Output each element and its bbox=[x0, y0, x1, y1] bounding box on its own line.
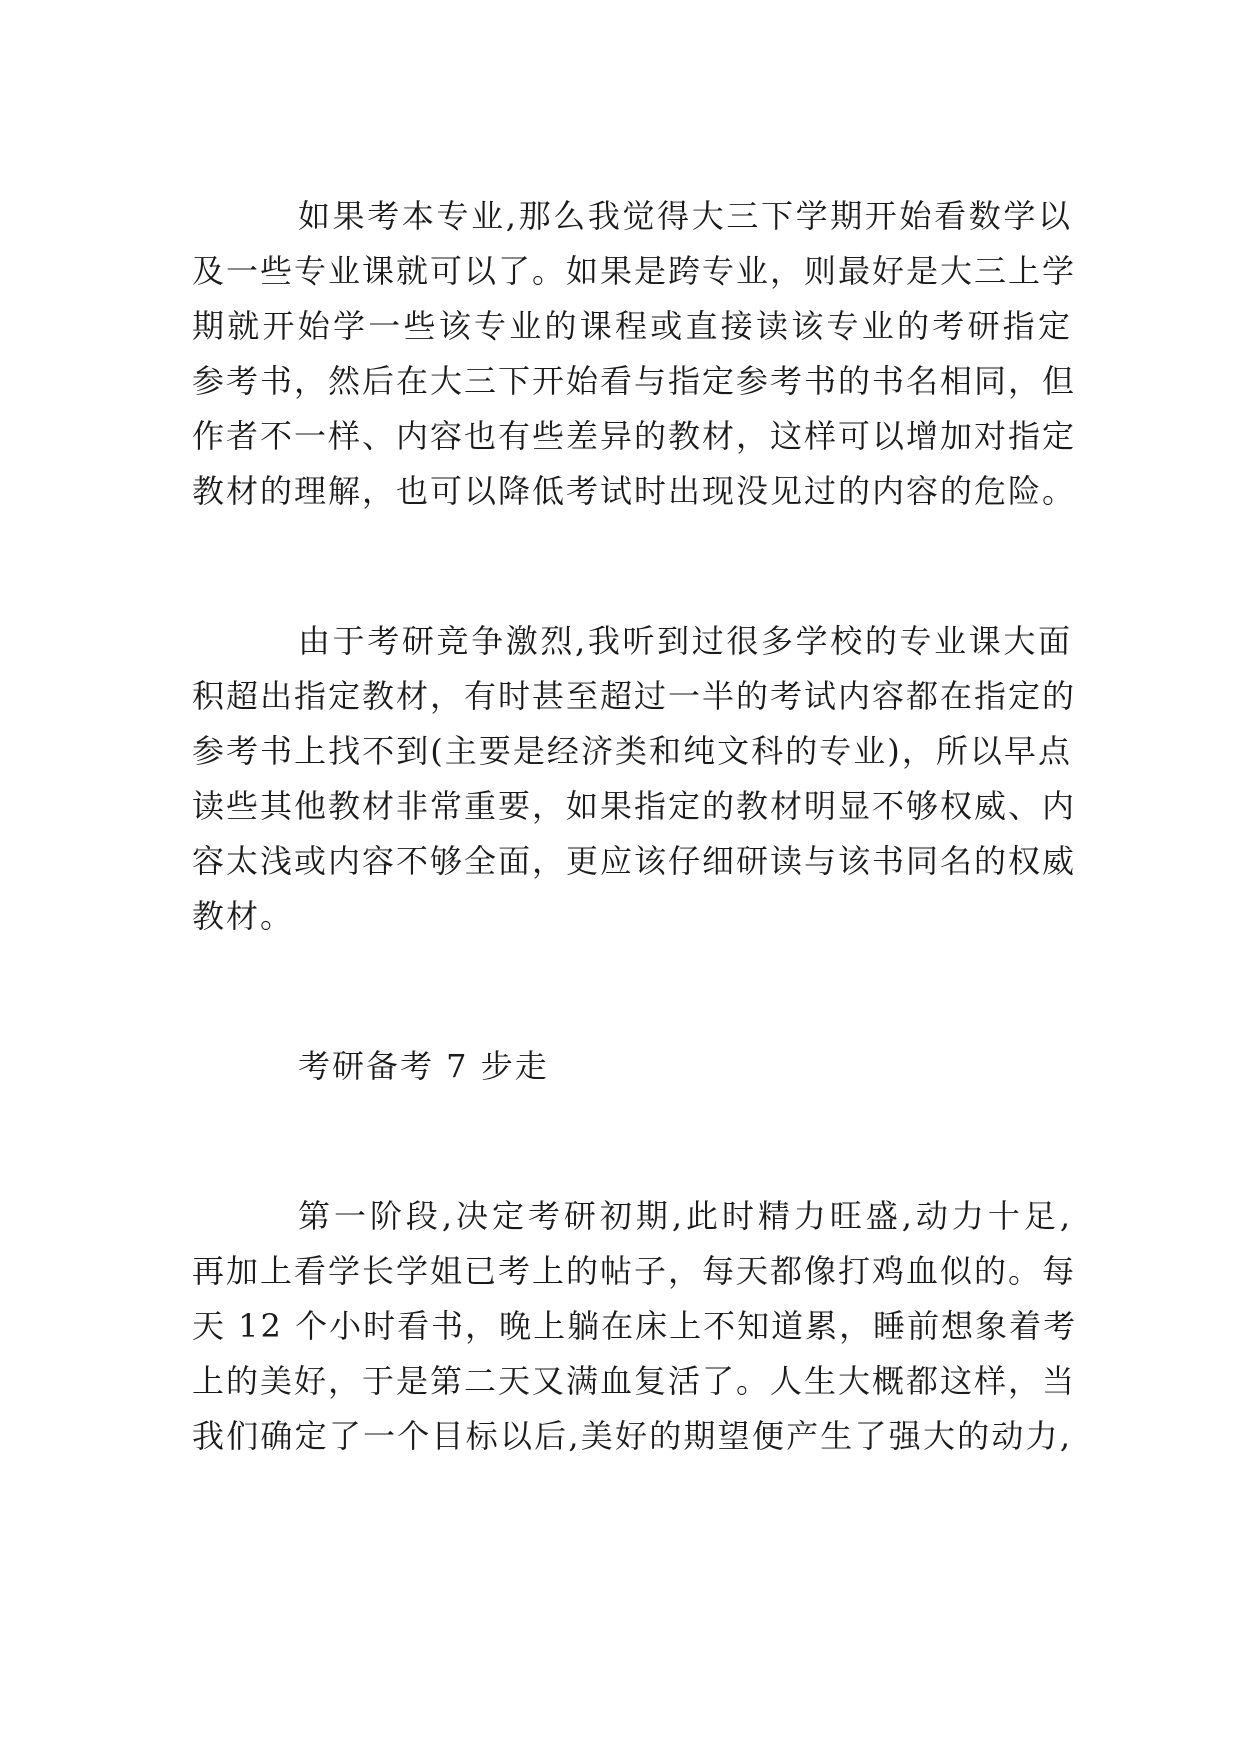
paragraph-2-line-1: 由于考研竞争激烈,我听到过很多学校的专业课大面 bbox=[298, 622, 1072, 660]
paragraph-2-line-3: 参考书上找不到(主要是经济类和纯文科的专业)，所以早点 bbox=[192, 732, 1072, 770]
paragraph-1-line-5: 作者不一样、内容也有些差异的教材，这样可以增加对指定 bbox=[192, 417, 1077, 455]
paragraph-1-line-6: 教材的理解，也可以降低考试时出现没见过的内容的危险。 bbox=[192, 472, 1077, 510]
paragraph-2-line-6: 教材。 bbox=[192, 897, 295, 935]
paragraph-2-line-5: 容太浅或内容不够全面，更应该仔细研读与该书同名的权威 bbox=[192, 842, 1077, 880]
section-heading: 考研备考 7 步走 bbox=[298, 1047, 549, 1085]
paragraph-1-line-1: 如果考本专业,那么我觉得大三下学期开始看数学以 bbox=[298, 197, 1072, 235]
paragraph-3-line-4: 上的美好，于是第二天又满血复活了。人生大概都这样，当 bbox=[192, 1362, 1077, 1400]
paragraph-1-line-2: 及一些专业课就可以了。如果是跨专业，则最好是大三上学 bbox=[192, 252, 1077, 290]
paragraph-3-line-5: 我们确定了一个目标以后,美好的期望便产生了强大的动力, bbox=[192, 1417, 1072, 1455]
paragraph-3-line-3: 天 12 个小时看书，晚上躺在床上不知道累，睡前想象着考 bbox=[192, 1307, 1078, 1345]
paragraph-1-line-3: 期就开始学一些该专业的课程或直接读该专业的考研指定 bbox=[192, 307, 1072, 345]
paragraph-1-line-4: 参考书，然后在大三下开始看与指定参考书的书名相同，但 bbox=[192, 362, 1077, 400]
paragraph-3-line-2: 再加上看学长学姐已考上的帖子，每天都像打鸡血似的。每 bbox=[192, 1252, 1077, 1290]
paragraph-2-line-4: 读些其他教材非常重要，如果指定的教材明显不够权威、内 bbox=[192, 787, 1077, 825]
paragraph-2-line-2: 积超出指定教材，有时甚至超过一半的考试内容都在指定的 bbox=[192, 677, 1077, 715]
paragraph-3-line-1: 第一阶段,决定考研初期,此时精力旺盛,动力十足, bbox=[298, 1197, 1072, 1235]
